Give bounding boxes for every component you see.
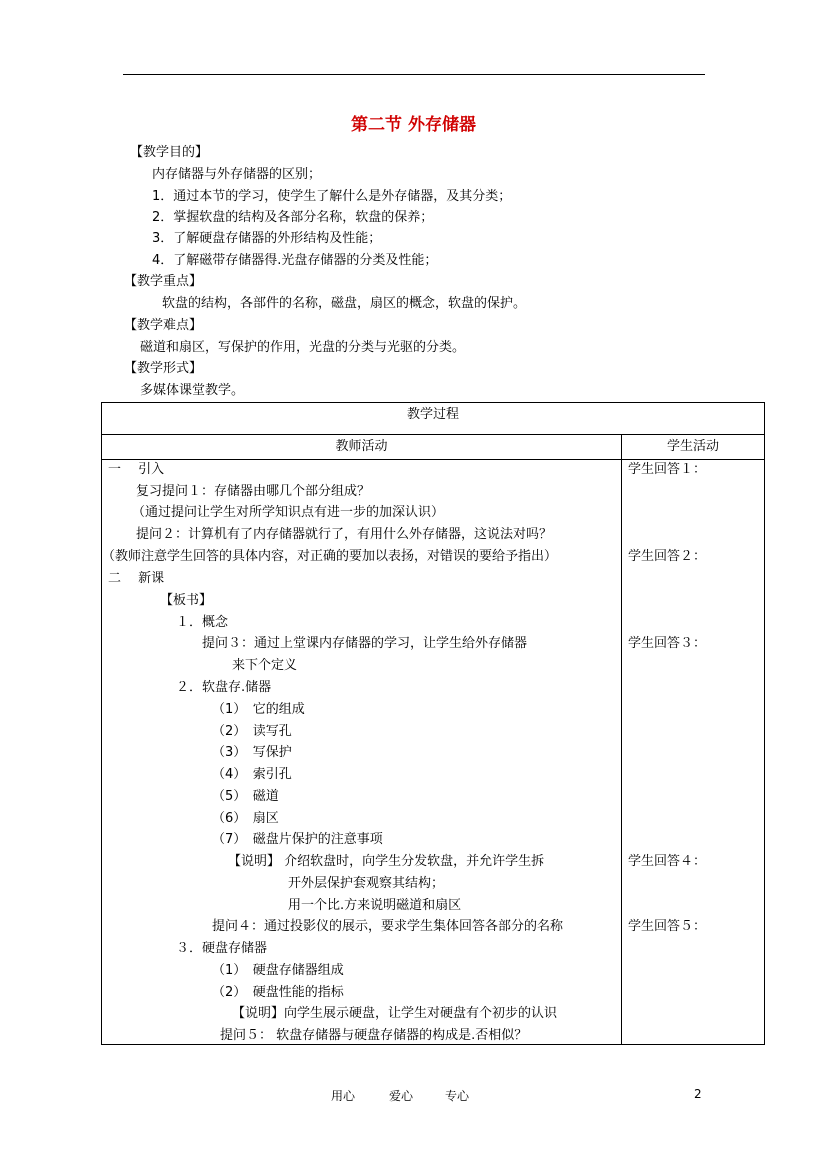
- teacher-line: （2） 读写孔: [212, 724, 292, 739]
- teacher-line: 复习提问１：存储器由哪几个部分组成？: [136, 484, 371, 499]
- teacher-line: ２．软盘存.储器: [176, 680, 272, 695]
- teacher-line: 提问５： 软盘存储器与硬盘存储器的构成是.否相似？: [220, 1028, 528, 1043]
- header-rule: [123, 74, 705, 75]
- page-number: 2: [694, 1087, 702, 1101]
- student-answer: 学生回答１：: [628, 462, 707, 477]
- teacher-line: １．概念: [176, 615, 229, 630]
- teacher-line: 来下个定义: [232, 658, 298, 673]
- teacher-line: 提问２：计算机有了内存储器就行了，有用什么外存储器，这说法对吗？: [136, 527, 553, 542]
- difficulties-text: 磁道和扇区，写保护的作用，光盘的分类与光驱的分类。: [140, 340, 466, 355]
- process-table-title: 教学过程: [102, 403, 765, 435]
- student-answer: 学生回答３：: [628, 636, 707, 651]
- teacher-line: 开外层保护套观察其结构；: [288, 876, 445, 891]
- form-text: 多媒体课堂教学。: [140, 383, 245, 398]
- teacher-line: （教师注意学生回答的具体内容，对正确的要加以表扬，对错误的要给予指出）: [102, 549, 558, 564]
- teacher-line: ３．硬盘存储器: [176, 941, 268, 956]
- teacher-line: （5） 磁道: [212, 789, 279, 804]
- objective-item-3: 3．了解硬盘存储器的外形结构及性能；: [152, 231, 382, 246]
- key-points-heading: 【教学重点】: [124, 274, 203, 289]
- footer-word: 爱心: [389, 1089, 414, 1103]
- objective-item-2: 2．掌握软盘的结构及各部分名称，软盘的保养；: [152, 210, 434, 225]
- difficulties-heading: 【教学难点】: [124, 318, 203, 333]
- teacher-line: 用一个比.方来说明磁道和扇区: [288, 898, 462, 913]
- teacher-line: （7） 磁盘片保护的注意事项: [212, 832, 383, 847]
- teacher-line: （1） 硬盘存储器组成: [212, 963, 344, 978]
- teacher-line: （1） 它的组成: [212, 702, 305, 717]
- section-title: 第二节 外存储器: [351, 115, 476, 135]
- teacher-activity-header: 教师活动: [102, 435, 622, 460]
- teacher-line: （6） 扇区: [212, 811, 279, 826]
- teacher-line: 二 新课: [108, 571, 165, 586]
- student-activity-header: 学生活动: [622, 435, 765, 460]
- teacher-line: （4） 索引孔: [212, 767, 292, 782]
- objectives-heading: 【教学目的】: [130, 145, 209, 160]
- teacher-line: （通过提问让学生对所学知识点有进一步的加深认识）: [132, 505, 445, 520]
- teacher-line: 提问３：通过上堂课内存储器的学习，让学生给外存储器: [202, 636, 528, 651]
- teacher-line: （3） 写保护: [212, 745, 292, 760]
- student-activity-cell: [622, 460, 765, 1045]
- student-answer: 学生回答４：: [628, 854, 707, 869]
- objective-item-1: 1．通过本节的学习，使学生了解什么是外存储器，及其分类；: [152, 189, 512, 204]
- form-heading: 【教学形式】: [124, 361, 203, 376]
- key-points-text: 软盘的结构，各部件的名称，磁盘，扇区的概念，软盘的保护。: [162, 296, 527, 311]
- teacher-line: 一 引入: [108, 462, 165, 477]
- student-answer: 学生回答２：: [628, 549, 707, 564]
- footer-word: 专心: [445, 1089, 470, 1103]
- teacher-line: 【说明】向学生展示硬盘，让学生对硬盘有个初步的认识: [232, 1006, 558, 1021]
- teaching-process-table: [101, 402, 765, 1045]
- student-answer: 学生回答５：: [628, 919, 707, 934]
- teacher-line: 【板书】: [160, 593, 213, 608]
- teacher-activity-cell: [102, 460, 622, 1045]
- objectives-intro: 内存储器与外存储器的区别；: [152, 167, 322, 182]
- teacher-line: （2） 硬盘性能的指标: [212, 985, 344, 1000]
- footer-word: 用心: [331, 1089, 356, 1103]
- teacher-line: 【说明】 介绍软盘时，向学生分发软盘，并允许学生拆: [228, 854, 545, 869]
- objective-item-4: 4．了解磁带存储器得.光盘存储器的分类及性能；: [152, 253, 438, 268]
- teacher-line: 提问４：通过投影仪的展示，要求学生集体回答各部分的名称: [212, 919, 564, 934]
